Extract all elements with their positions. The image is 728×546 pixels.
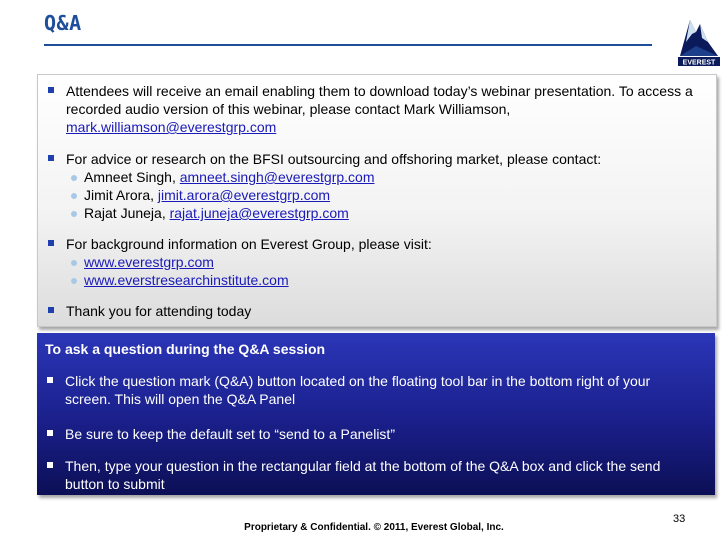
bfsi-text: For advice or research on the BFSI outsourcing and offshoring market, please contact: <box>66 151 602 167</box>
contact-email-link[interactable]: rajat.juneja@everestgrp.com <box>169 205 349 221</box>
square-bullet-icon <box>48 155 54 161</box>
slide-title: Q&A <box>44 11 82 35</box>
square-bullet-icon <box>47 462 53 468</box>
site-item <box>66 253 698 271</box>
contact-item <box>66 186 698 204</box>
square-bullet-icon <box>47 377 53 383</box>
contact-name: Rajat Juneja, <box>84 205 170 221</box>
qa-step-text: Then, type your question in the rectangular field at the bottom of the Q&A box and click the send button to submit <box>65 458 661 492</box>
background-text: For background information on Everest Group, please visit: <box>66 236 432 252</box>
mark-email-link[interactable]: mark.williamson@everestgrp.com <box>66 119 277 135</box>
qa-step <box>47 425 697 443</box>
qa-step <box>47 457 697 493</box>
research-institute-link[interactable]: www.everstresearchinstitute.com <box>84 272 289 288</box>
everestgrp-link[interactable]: www.everestgrp.com <box>84 254 214 270</box>
page-number: 33 <box>673 513 686 525</box>
contact-email-link[interactable]: jimit.arora@everestgrp.com <box>157 187 331 203</box>
qa-heading: To ask a question during the Q&A session <box>45 341 326 357</box>
contact-name: Amneet Singh, <box>84 169 180 185</box>
square-bullet-icon <box>48 240 54 246</box>
square-bullet-icon <box>48 307 54 313</box>
download-text: Attendees will receive an email enabling them to download today’s webinar presentation. To access a recorded audio version of this webinar, please contact Mark Williamson, <box>66 83 693 117</box>
contact-item <box>66 204 698 222</box>
bullet-background <box>48 235 698 289</box>
everest-logo <box>676 12 722 68</box>
contact-name: Jimit Arora, <box>84 187 158 203</box>
contact-item <box>66 168 698 186</box>
square-bullet-icon <box>47 430 53 436</box>
bullet-download <box>48 82 698 136</box>
qa-instructions-panel <box>37 333 715 495</box>
footer-confidential: Proprietary & Confidential. © 2011, Everest Global, Inc. <box>244 522 504 533</box>
qa-step-text: Be sure to keep the default set to “send to a Panelist” <box>65 426 395 442</box>
qa-step <box>47 372 697 408</box>
bullet-thanks <box>48 302 698 320</box>
site-item <box>66 271 698 289</box>
square-bullet-icon <box>48 87 54 93</box>
info-panel <box>37 74 717 327</box>
contact-email-link[interactable]: amneet.singh@everestgrp.com <box>179 169 375 185</box>
logo-text: EVEREST <box>682 59 716 67</box>
title-divider <box>44 44 652 46</box>
qa-step-text: Click the question mark (Q&A) button located on the floating tool bar in the bottom right of your screen. This will open the Q&A Panel <box>65 373 651 407</box>
bullet-bfsi <box>48 150 698 222</box>
thanks-text: Thank you for attending today <box>66 303 252 319</box>
